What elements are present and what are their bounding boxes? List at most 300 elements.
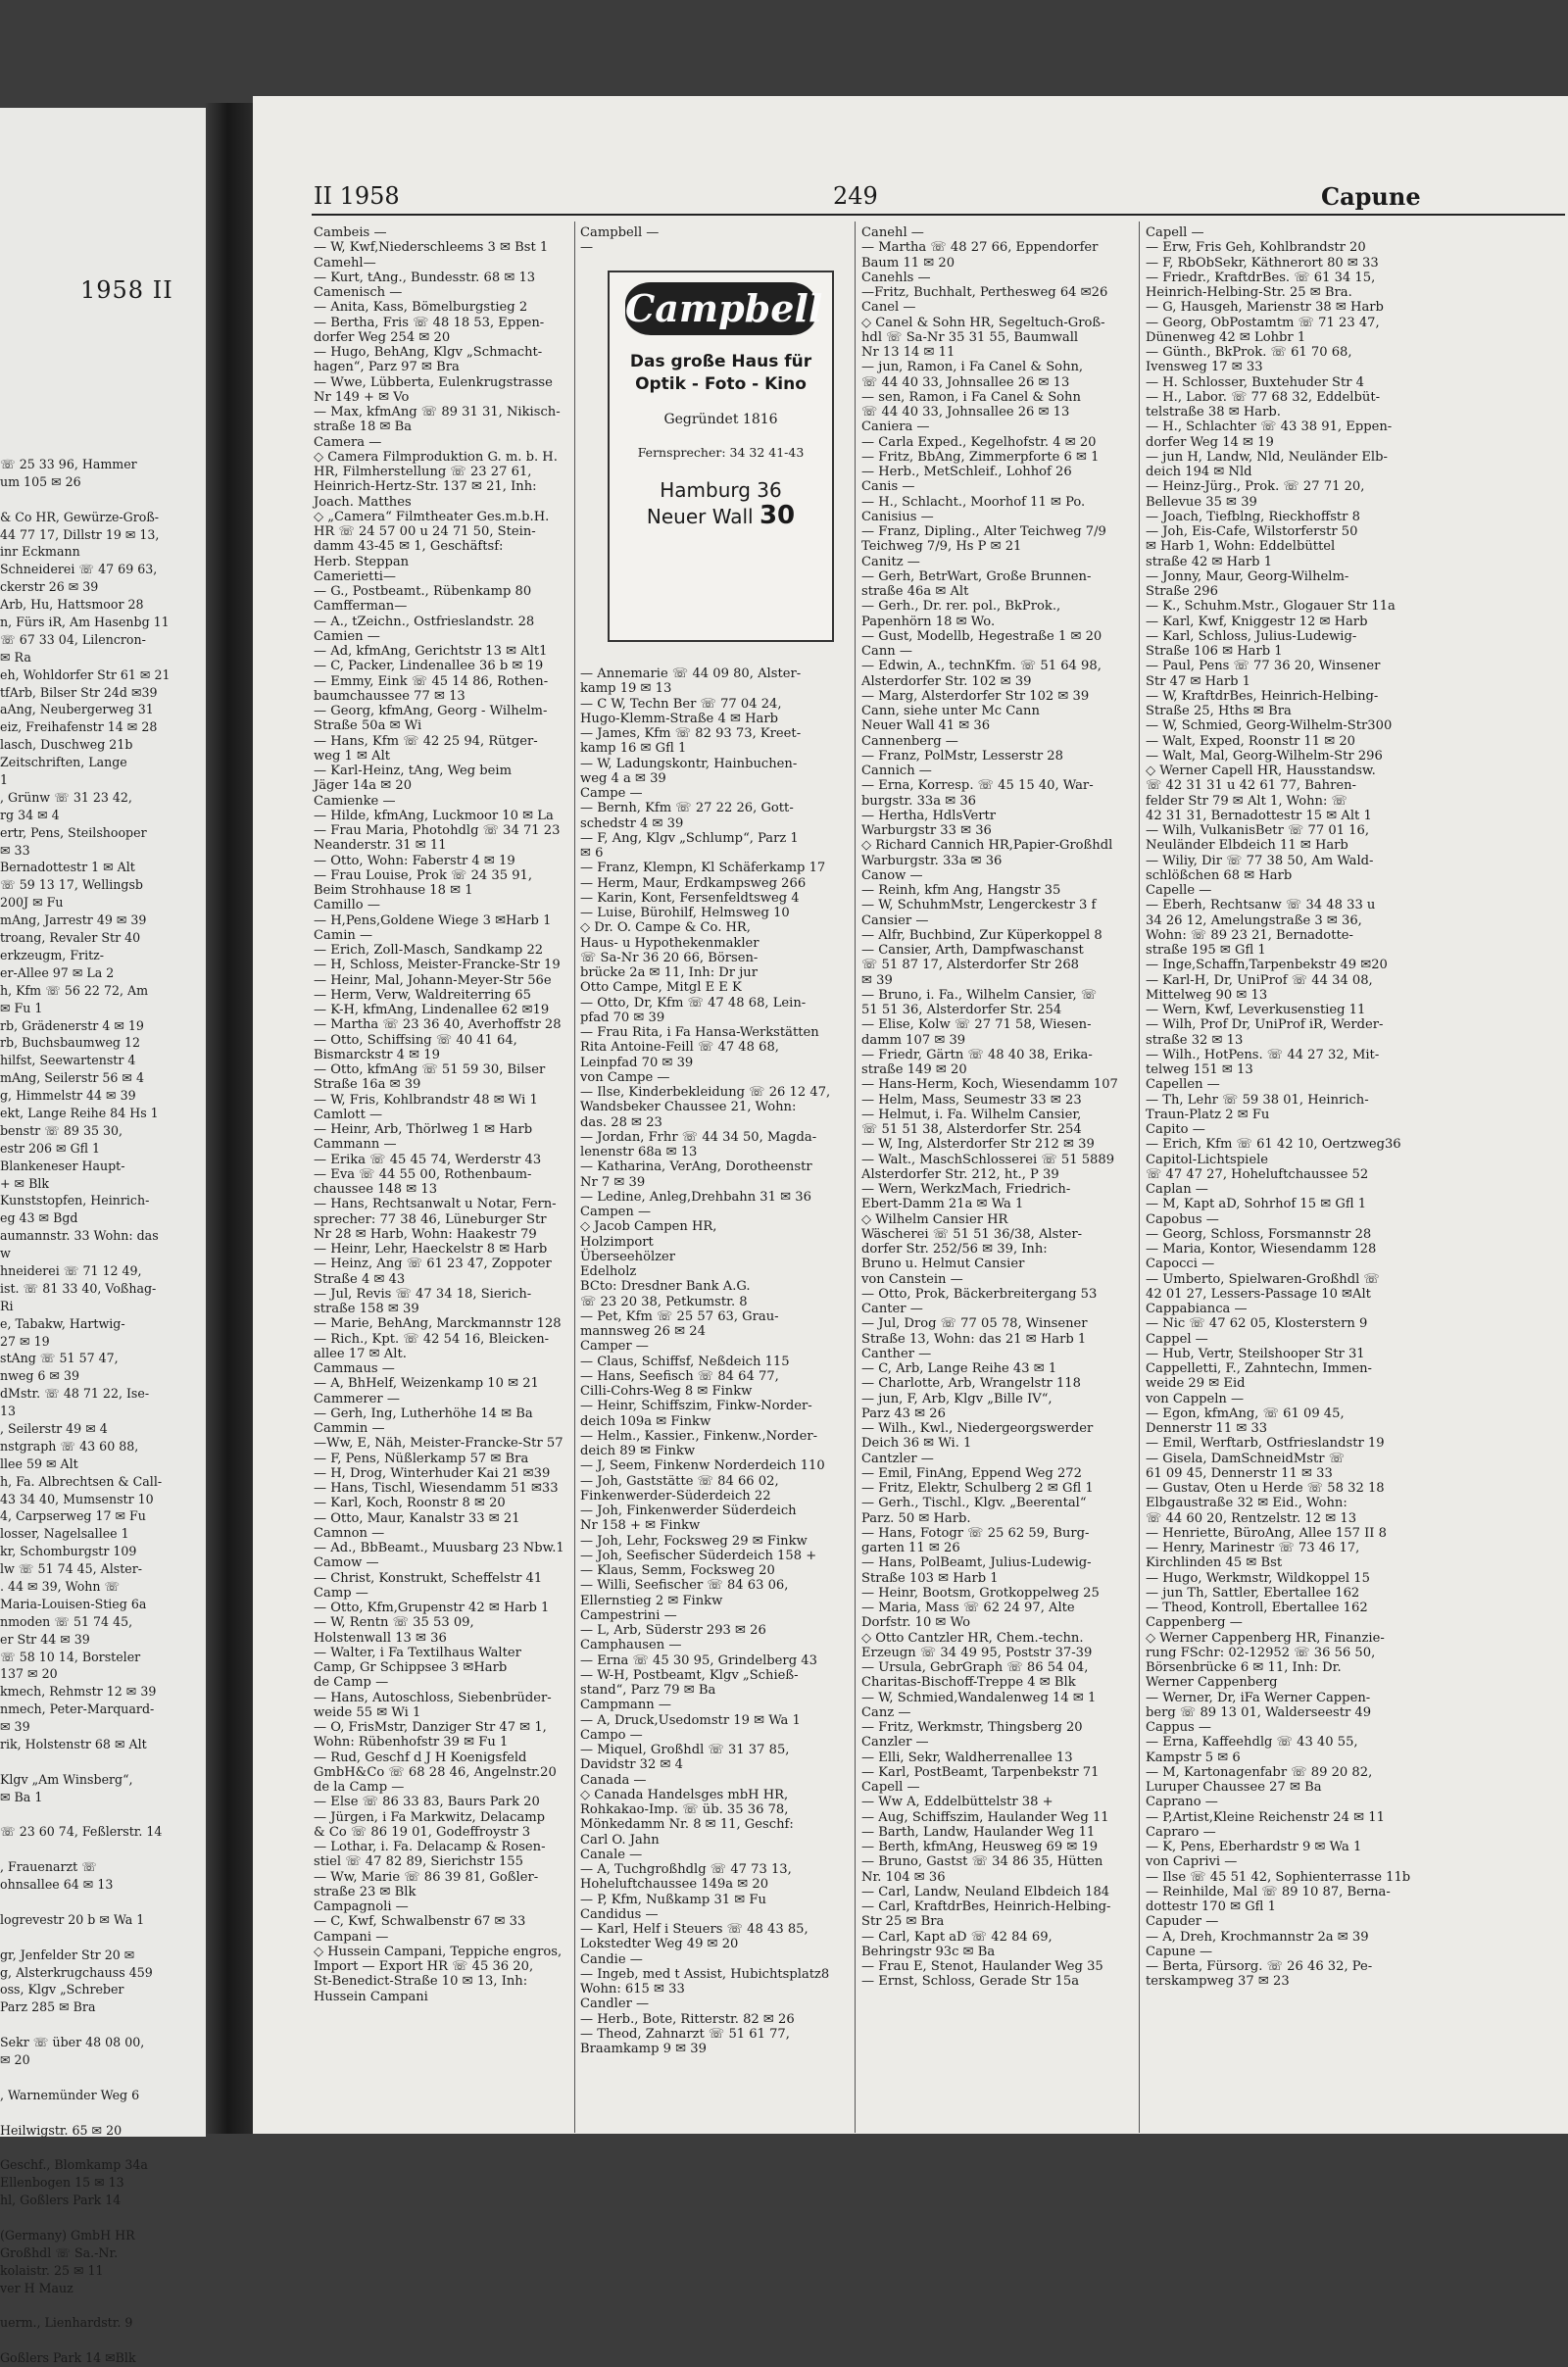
directory-line: — Bernh, Kfm ☏ 27 22 26, Gott- — [580, 801, 794, 816]
directory-line: allee 17 ✉ Alt. — [314, 1346, 407, 1361]
directory-line: — H, Drog, Winterhuder Kai 21 ✉39 — [314, 1465, 551, 1481]
directory-line: Cannenberg — — [861, 733, 958, 749]
directory-line: straße 46a ✉ Alt — [861, 584, 969, 599]
directory-line: Ebert-Damm 21a ✉ Wa 1 — [861, 1197, 1024, 1212]
directory-line: Alsterdorfer Str. 212, ht., P 39 — [861, 1166, 1059, 1182]
directory-line: erkzeugm, Fritz- — [0, 947, 105, 962]
directory-line: ☏ 44 60 20, Rentzelstr. 12 ✉ 13 — [1146, 1510, 1357, 1526]
directory-line: eh, Wohldorfer Str 61 ✉ 21 — [0, 666, 171, 682]
directory-line: — Karl, Koch, Roonstr 8 ✉ 20 — [314, 1496, 506, 1511]
directory-line: Schneiderei ☏ 47 69 63, — [0, 562, 158, 577]
directory-line: ☏ 42 31 31 u 42 61 77, Bahren- — [1146, 778, 1356, 794]
directory-line: Cammann — — [314, 1137, 397, 1153]
directory-line: — Walter, i Fa Textilhaus Walter — [314, 1645, 521, 1660]
directory-line: Zeitschriften, Lange — [0, 755, 127, 770]
directory-line: — J, Seem, Finkenw Norderdeich 110 — [580, 1458, 825, 1474]
directory-line: ◇ Otto Cantzler HR, Chem.-techn. — [861, 1630, 1084, 1646]
directory-line: — Georg, kfmAng, Georg - Wilhelm- — [314, 704, 548, 718]
directory-line: Cilli-Cohrs-Weg 8 ✉ Finkw — [580, 1384, 753, 1399]
directory-line: Ellernstieg 2 ✉ Finkw — [580, 1593, 723, 1608]
directory-line: Elbgaustraße 32 ✉ Eid., Wohn: — [1146, 1496, 1348, 1511]
directory-line: hneiderei ☏ 71 12 49, — [0, 1262, 142, 1278]
directory-line: — M, Kapt aD, Sohrhof 15 ✉ Gfl 1 — [1146, 1197, 1367, 1212]
directory-line: g, Himmelstr 44 ✉ 39 — [0, 1088, 136, 1104]
directory-line: — Jordan, Frhr ☏ 44 34 50, Magda- — [580, 1129, 817, 1145]
directory-line: — A, Dreh, Krochmannstr 2a ✉ 39 — [1146, 1929, 1369, 1945]
directory-line: Straße 25, Hths ✉ Bra — [1146, 704, 1292, 718]
directory-line: estr 206 ✉ Gfl 1 — [0, 1140, 101, 1156]
directory-line: losser, Nagelsallee 1 — [0, 1526, 129, 1542]
directory-line: — Hans, Autoschloss, Siebenbrüder- — [314, 1690, 552, 1705]
directory-line: Großhdl ☏ Sa.-Nr. — [0, 2244, 119, 2260]
directory-line: — Ad, kfmAng, Gerichtstr 13 ✉ Alt1 — [314, 644, 548, 659]
directory-line: hdl ☏ Sa-Nr 35 31 55, Baumwall — [861, 329, 1079, 345]
directory-line: , Seilerstr 49 ✉ 4 — [0, 1420, 108, 1436]
directory-line: ☏ 44 40 33, Johnsallee 26 ✉ 13 — [861, 405, 1070, 419]
directory-line: dorfer Weg 14 ✉ 19 — [1146, 434, 1274, 450]
directory-line: ◇ Jacob Campen HR, — [580, 1219, 717, 1235]
directory-line: + ✉ Blk — [0, 1175, 50, 1191]
directory-line: — Wilh., Kwl., Niedergeorgswerder — [861, 1421, 1094, 1436]
directory-line: Lokstedter Weg 49 ✉ 20 — [580, 1937, 739, 1952]
directory-line: ◇ Dr. O. Campe & Co. HR, — [580, 920, 751, 936]
directory-line: ◇ Wilhelm Cansier HR — [861, 1211, 1008, 1227]
directory-line: Bernadottestr 1 ✉ Alt — [0, 860, 135, 875]
ad-phone: Fernsprecher: 34 32 41-43 — [637, 445, 805, 460]
directory-line: Nr 158 + ✉ Finkw — [580, 1518, 701, 1534]
directory-line: — Carl, Landw, Neuland Elbdeich 184 — [861, 1884, 1110, 1899]
directory-line: — C, Packer, Lindenallee 36 b ✉ 19 — [314, 659, 544, 674]
directory-line: — Ww A, Eddelbüttelstr 38 + — [861, 1795, 1054, 1810]
directory-line: — Emmy, Eink ☏ 45 14 86, Rothen- — [314, 673, 549, 689]
directory-line: — — [580, 240, 594, 256]
directory-line — [0, 1806, 206, 1824]
directory-line: — Karl, Kwf, Kniggestr 12 ✉ Harb — [1146, 614, 1368, 629]
directory-line: ☏ 51 87 17, Alsterdorfer Str 268 — [861, 958, 1079, 973]
directory-line — [0, 2140, 206, 2157]
directory-line: Caniera — — [861, 419, 930, 435]
directory-line: das. 28 ✉ 23 — [580, 1114, 662, 1130]
directory-line: kamp 16 ✉ Gfl 1 — [580, 741, 687, 757]
directory-line: & Co HR, Gewürze-Groß- — [0, 509, 160, 524]
directory-line: — W, KraftdrBes, Heinrich-Helbing- — [1146, 688, 1379, 704]
directory-line: Wäscherei ☏ 51 51 36/38, Alster- — [861, 1226, 1083, 1242]
directory-line: — Eberh, Rechtsanw ☏ 34 48 33 u — [1146, 898, 1376, 913]
directory-line: — Otto, kfmAng ☏ 51 59 30, Bilser — [314, 1062, 546, 1077]
directory-line: — Otto, Schiffsing ☏ 40 41 64, — [314, 1032, 517, 1048]
directory-line: ◇ Canel & Sohn HR, Segeltuch-Groß- — [861, 315, 1105, 330]
directory-line: — Hugo, BehAng, Klgv „Schmacht- — [314, 345, 543, 360]
directory-line: straße 195 ✉ Gfl 1 — [1146, 943, 1266, 958]
directory-line: — Karl-H, Dr, UniProf ☏ 44 34 08, — [1146, 972, 1373, 988]
directory-line: Nr 7 ✉ 39 — [580, 1174, 646, 1190]
directory-line: Campmann — — [580, 1698, 671, 1713]
directory-line: — Christ, Konstrukt, Scheffelstr 41 — [314, 1570, 543, 1586]
directory-line: — Pet, Kfm ☏ 25 57 63, Grau- — [580, 1308, 779, 1324]
directory-line: — Georg, Schloss, Forsmannstr 28 — [1146, 1226, 1372, 1242]
directory-line: — W, SchuhmMstr, Lengerckestr 3 f — [861, 898, 1097, 913]
directory-line: Camphausen — — [580, 1638, 682, 1653]
directory-line: dottestr 170 ✉ Gfl 1 — [1146, 1899, 1276, 1914]
directory-line: — Carl, Kapt aD ☏ 42 84 69, — [861, 1929, 1053, 1945]
directory-line: — Karl, Helf i Steuers ☏ 48 43 85, — [580, 1922, 808, 1937]
directory-line: aumannstr. 33 Wohn: das — [0, 1228, 159, 1244]
directory-line: ◇ Camera Filmproduktion G. m. b. H. — [314, 449, 558, 465]
directory-line: inr Eckmann — [0, 544, 80, 560]
directory-line: Cammaus — — [314, 1361, 395, 1376]
directory-line: Behringstr 93c ✉ Ba — [861, 1944, 996, 1959]
directory-line: — Marg, Alsterdorfer Str 102 ✉ 39 — [861, 688, 1090, 704]
directory-line: Hoheluftchaussee 149a ✉ 20 — [580, 1877, 769, 1893]
directory-line: 34 26 12, Amelungstraße 3 ✉ 36, — [1146, 912, 1362, 928]
directory-line: — jun H, Landw, Nld, Neuländer Elb- — [1146, 449, 1388, 465]
directory-line: — Karin, Kont, Fersenfeldtsweg 4 — [580, 890, 800, 906]
directory-line: Überseehölzer — [580, 1249, 676, 1264]
page-header-left: II 1958 — [314, 182, 400, 210]
directory-line: Candie — — [580, 1951, 643, 1967]
directory-line: rb, Grädenerstr 4 ✉ 19 — [0, 1017, 144, 1033]
directory-line: terskampweg 37 ✉ 23 — [1146, 1974, 1290, 1990]
directory-line: von Cappeln — — [1146, 1391, 1245, 1406]
directory-line: — H. Schlosser, Buxtehuder Str 4 — [1146, 374, 1364, 390]
directory-line: von Caprivi — — [1146, 1854, 1238, 1870]
directory-line: HR ☏ 24 57 00 u 24 71 50, Stein- — [314, 524, 536, 539]
directory-line: burgstr. 33a ✉ 36 — [861, 793, 977, 809]
directory-line: von Canstein — — [861, 1271, 963, 1287]
directory-line: — H, Schloss, Meister-Francke-Str 19 — [314, 958, 561, 973]
directory-line: — Hilde, kfmAng, Luckmoor 10 ✉ La — [314, 808, 554, 823]
directory-line: — Friedr., KraftdrBes. ☏ 61 34 15, — [1146, 270, 1376, 285]
directory-line: HR, Filmherstellung ☏ 23 27 61, — [314, 465, 532, 479]
directory-line: — Jonny, Maur, Georg-Wilhelm- — [1146, 568, 1349, 584]
ad-city: Hamburg 36 — [660, 478, 782, 502]
campbell-advertisement — [608, 271, 834, 642]
directory-line: ◇ Werner Capell HR, Hausstandsw. — [1146, 764, 1376, 778]
directory-line: straße 32 ✉ 13 — [1146, 1032, 1244, 1048]
directory-line: — Rud, Geschf d J H Koenigsfeld — [314, 1750, 527, 1765]
directory-line: Camera — — [314, 434, 382, 450]
directory-line: — Ledine, Anleg,Drehbahn 31 ✉ 36 — [580, 1189, 811, 1205]
directory-line: — Erich, Zoll-Masch, Sandkamp 22 — [314, 943, 544, 958]
directory-line: ✉ 20 — [0, 2052, 30, 2068]
directory-line: ✉ Ra — [0, 649, 31, 665]
directory-line: Canz — — [861, 1704, 911, 1720]
directory-line: — Gerh., Dr. rer. pol., BkProk., — [861, 599, 1061, 615]
directory-line: h, Fa. Albrechtsen & Call- — [0, 1473, 163, 1489]
directory-line: ☏ 23 20 38, Petkumstr. 8 — [580, 1294, 748, 1309]
directory-line: 200J ✉ Fu — [0, 895, 64, 911]
page-header-right: Capune — [1321, 182, 1421, 211]
directory-line: — Luise, Bürohilf, Helmsweg 10 — [580, 906, 790, 920]
directory-line: Braamkamp 9 ✉ 39 — [580, 2042, 707, 2056]
directory-line: — Franz, Dipling., Alter Teichweg 7/9 — [861, 524, 1106, 539]
directory-line: Cannich — — [861, 764, 932, 778]
directory-line: — P,Artist,Kleine Reichenstr 24 ✉ 11 — [1146, 1809, 1385, 1825]
directory-line: — C, Kwf, Schwalbenstr 67 ✉ 33 — [314, 1914, 526, 1930]
directory-line: Otto Campe, Mitgl E E K — [580, 980, 742, 996]
directory-line: ckerstr 26 ✉ 39 — [0, 579, 99, 595]
directory-line: — Bruno, i. Fa., Wilhelm Cansier, ☏ — [861, 987, 1098, 1003]
directory-line: — Franz, PolMstr, Lesserstr 28 — [861, 748, 1063, 764]
directory-line: mAng, Seilerstr 56 ✉ 4 — [0, 1070, 144, 1086]
directory-line: — Hertha, HdlsVertr — [861, 808, 996, 823]
directory-line: — Fritz, Elektr, Schulberg 2 ✉ Gfl 1 — [861, 1481, 1094, 1496]
directory-line: Cammin — — [314, 1421, 385, 1436]
directory-line: nmech, Peter-Marquard- — [0, 1701, 155, 1717]
directory-line: — Carla Exped., Kegelhofstr. 4 ✉ 20 — [861, 434, 1097, 450]
directory-line: — Henriette, BüroAng, Allee 157 II 8 — [1146, 1525, 1387, 1541]
directory-line: Bellevue 35 ✉ 39 — [1146, 494, 1257, 510]
directory-line: — Heinr, Arb, Thörlweg 1 ✉ Harb — [314, 1122, 533, 1137]
directory-line: Cappabianca — — [1146, 1302, 1248, 1316]
directory-line: kmech, Rehmstr 12 ✉ 39 — [0, 1684, 157, 1700]
directory-line: — Maria, Mass ☏ 62 24 97, Alte — [861, 1601, 1075, 1615]
directory-line: ◇ „Camera“ Filmtheater Ges.m.b.H. — [314, 509, 550, 524]
directory-line: Campestrini — — [580, 1607, 677, 1623]
directory-line: — sen, Ramon, i Fa Canel & Sohn — [861, 389, 1081, 405]
ad-slogan-line-1: Das große Haus für — [629, 352, 812, 371]
directory-line: Cambeis — — [314, 225, 387, 240]
directory-line: Canis — — [861, 479, 915, 495]
directory-line: Bruno u. Helmut Cansier — [861, 1257, 1025, 1272]
directory-line: Leinpfad 70 ✉ 39 — [580, 1055, 694, 1070]
directory-line: — Claus, Schiffsf, Neßdeich 115 — [580, 1354, 790, 1369]
directory-line: —Fritz, Buchhalt, Perthesweg 64 ✉26 — [861, 285, 1108, 300]
directory-line: ☏ 59 13 17, Wellingsb — [0, 877, 143, 893]
directory-line: — Elli, Sekr, Waldherrenallee 13 — [861, 1750, 1073, 1765]
directory-line: Campagnoli — — [314, 1899, 409, 1914]
directory-line: ekt, Lange Reihe 84 Hs 1 — [0, 1105, 159, 1120]
directory-line: ohnsallee 64 ✉ 13 — [0, 1877, 114, 1893]
directory-line: — M, Kartonagenfabr ☏ 89 20 82, — [1146, 1764, 1373, 1780]
directory-line: lenenstr 68a ✉ 13 — [580, 1145, 698, 1159]
directory-line: — C, Arb, Lange Reihe 43 ✉ 1 — [861, 1361, 1057, 1376]
directory-line: — Ursula, GebrGraph ☏ 86 54 04, — [861, 1660, 1089, 1675]
directory-line: — W, Schmied, Georg-Wilhelm-Str300 — [1146, 718, 1393, 734]
directory-line: ✉ 39 — [0, 1719, 30, 1735]
directory-line: — Karl, Schloss, Julius-Ludewig- — [1146, 628, 1357, 644]
directory-line: g, Alsterkrugchauss 459 — [0, 1964, 153, 1980]
directory-line: llee 59 ✉ Alt — [0, 1455, 78, 1471]
directory-line: telweg 151 ✉ 13 — [1146, 1062, 1253, 1077]
directory-line: — Wiliy, Dir ☏ 77 38 50, Am Wald- — [1146, 853, 1374, 868]
directory-line: hagen“, Parz 97 ✉ Bra — [314, 360, 460, 375]
directory-line: Camnon — — [314, 1525, 385, 1541]
directory-line: ✉ 6 — [580, 846, 604, 861]
directory-line: — Umberto, Spielwaren-Großhdl ☏ — [1146, 1271, 1380, 1287]
directory-line: de Camp — — [314, 1675, 389, 1691]
directory-line: — Helm, Mass, Seumestr 33 ✉ 23 — [861, 1092, 1082, 1108]
directory-line: Campani — — [314, 1929, 389, 1945]
directory-line: — Edwin, A., technKfm. ☏ 51 64 98, — [861, 659, 1102, 674]
directory-line: — Heinr, Lehr, Haeckelstr 8 ✉ Harb — [314, 1242, 548, 1257]
directory-line: ✉ 39 — [861, 972, 893, 988]
directory-line: — Henry, Marinestr ☏ 73 46 17, — [1146, 1541, 1360, 1555]
directory-line: — Jul, Drog ☏ 77 05 78, Winsener — [861, 1316, 1088, 1332]
directory-line: ☏ 67 33 04, Lilencron- — [0, 631, 146, 647]
directory-line: — Joh, Gaststätte ☏ 84 66 02, — [580, 1473, 779, 1489]
directory-line: ☏ 47 47 27, Hoheluftchaussee 52 — [1146, 1166, 1369, 1182]
directory-line: straße 149 ✉ 20 — [861, 1062, 967, 1077]
directory-line: — G., Postbeamt., Rübenkamp 80 — [314, 584, 532, 599]
directory-line: Import — Export HR ☏ 45 36 20, — [314, 1959, 534, 1974]
directory-line: — Maria, Kontor, Wiesendamm 128 — [1146, 1242, 1377, 1257]
directory-line: — Walt., MaschSchlosserei ☏ 51 5889 — [861, 1152, 1115, 1167]
directory-line: 44 77 17, Dillstr 19 ✉ 13, — [0, 526, 160, 542]
directory-line: Caplan — — [1146, 1182, 1208, 1197]
directory-line: Maria-Louisen-Stieg 6a — [0, 1596, 147, 1611]
directory-line: — Inge,Schaffn,Tarpenbekstr 49 ✉20 — [1146, 958, 1388, 973]
directory-line: 4, Carpserweg 17 ✉ Fu — [0, 1508, 146, 1524]
directory-line: ertr, Pens, Steilshooper — [0, 824, 147, 840]
directory-line: — Erna ☏ 45 30 95, Grindelberg 43 — [580, 1652, 817, 1668]
directory-line: Hugo-Klemm-Straße 4 ✉ Harb — [580, 711, 778, 726]
ad-street-line — [610, 503, 832, 529]
directory-line: Camien — — [314, 628, 380, 644]
directory-line: Canale — — [580, 1847, 643, 1862]
directory-line: — Helm., Kassier., Finkenw.,Norder- — [580, 1428, 817, 1444]
directory-line: 42 31 31, Bernadottestr 15 ✉ Alt 1 — [1146, 808, 1372, 823]
directory-line: Camlott — — [314, 1107, 383, 1122]
directory-line: Camper — — [580, 1339, 649, 1355]
directory-line: hilfst, Seewartenstr 4 — [0, 1053, 136, 1068]
directory-line — [0, 2332, 206, 2349]
directory-line: Alsterdorfer Str. 102 ✉ 39 — [861, 673, 1032, 689]
directory-line: — Walt, Mal, Georg-Wilhelm-Str 296 — [1146, 748, 1383, 764]
directory-line: oss, Klgv „Schreber — [0, 1982, 124, 1997]
directory-line: Campen — — [580, 1205, 652, 1219]
directory-line: — Gustav, Oten u Herde ☏ 58 32 18 — [1146, 1481, 1385, 1496]
directory-line: — Th, Lehr ☏ 59 38 01, Heinrich- — [1146, 1092, 1369, 1108]
directory-line: Capelle — — [1146, 883, 1212, 898]
directory-line: Papenhörn 18 ✉ Wo. — [861, 614, 996, 629]
directory-line: Cann, siehe unter Mc Cann — [861, 704, 1040, 718]
directory-line: — James, Kfm ☏ 82 93 73, Kreet- — [580, 726, 802, 741]
directory-line: — Otto, Wohn: Faberstr 4 ✉ 19 — [314, 853, 515, 868]
directory-line: logrevestr 20 b ✉ Wa 1 — [0, 1911, 145, 1927]
directory-line: — Erna, Korresp. ☏ 45 15 40, War- — [861, 778, 1094, 794]
directory-line: Geschf., Blomkamp 34a — [0, 2157, 148, 2173]
directory-line: — Hans-Herm, Koch, Wiesendamm 107 — [861, 1077, 1118, 1093]
directory-line: 137 ✉ 20 — [0, 1666, 58, 1682]
directory-line: — Ilse ☏ 45 51 42, Sophienterrasse 11b — [1146, 1869, 1411, 1885]
directory-line: Capitol-Lichtspiele — [1146, 1152, 1269, 1167]
directory-line: — Hub, Vertr, Steilshooper Str 31 — [1146, 1346, 1365, 1361]
directory-line: Warburgstr. 33a ✉ 36 — [861, 853, 1003, 868]
directory-line: nstgraph ☏ 43 60 88, — [0, 1438, 139, 1454]
directory-line: Camerietti— — [314, 568, 396, 584]
directory-line: — Gisela, DamSchneidMstr ☏ — [1146, 1451, 1346, 1466]
directory-line: chaussee 148 ✉ 13 — [314, 1182, 438, 1197]
ad-street: Neuer Wall — [646, 505, 754, 528]
directory-line: 61 09 45, Dennerstr 11 ✉ 33 — [1146, 1465, 1333, 1481]
directory-line: dorfer Weg 254 ✉ 20 — [314, 329, 451, 345]
column-divider — [574, 222, 575, 2133]
directory-line: Canehls — — [861, 270, 931, 285]
directory-line: gr, Jenfelder Str 20 ✉ — [0, 1947, 135, 1962]
directory-line: Canther — — [861, 1346, 932, 1361]
directory-line: — K, Pens, Eberhardstr 9 ✉ Wa 1 — [1146, 1840, 1362, 1854]
directory-line: rik, Holstenstr 68 ✉ Alt — [0, 1737, 147, 1752]
directory-line: Campo — — [580, 1727, 643, 1743]
directory-line: — Günth., BkProk. ☏ 61 70 68, — [1146, 345, 1352, 360]
directory-line: mannsweg 26 ✉ 24 — [580, 1324, 706, 1339]
directory-line: 13 — [0, 1404, 17, 1419]
directory-line: weide 55 ✉ Wi 1 — [314, 1704, 421, 1720]
directory-line: Wohn: 615 ✉ 33 — [580, 1982, 685, 1997]
directory-line: — Klaus, Semm, Focksweg 20 — [580, 1563, 775, 1578]
directory-line: ✉ Ba 1 — [0, 1789, 43, 1804]
directory-line: Neuländer Elbdeich 11 ✉ Harb — [1146, 838, 1348, 854]
directory-line: e, Tabakw, Hartwig- — [0, 1315, 125, 1331]
directory-line: —Ww, E, Näh, Meister-Francke-Str 57 — [314, 1436, 564, 1452]
directory-line: — Walt, Exped, Roonstr 11 ✉ 20 — [1146, 733, 1356, 749]
directory-line: Capellen — — [1146, 1077, 1220, 1093]
directory-line: — H., Schlachter ☏ 43 38 91, Eppen- — [1146, 419, 1393, 435]
directory-line: Rita Antoine-Feill ☏ 47 48 68, — [580, 1040, 779, 1056]
directory-line: Cammerer — — [314, 1391, 400, 1406]
directory-line: Candler — — [580, 1997, 650, 2012]
directory-line: — Bertha, Fris ☏ 48 18 53, Eppen- — [314, 315, 545, 330]
directory-line: — Joh, Finkenwerder Süderdeich — [580, 1504, 797, 1518]
directory-line: — Herb., Bote, Ritterstr. 82 ✉ 26 — [580, 2011, 795, 2027]
directory-line: — Willi, Seefischer ☏ 84 63 06, — [580, 1578, 789, 1594]
directory-line: — Anita, Kass, Bömelburgstieg 2 — [314, 300, 528, 316]
directory-line: Teichweg 7/9, Hs P ✉ 21 — [861, 539, 1022, 555]
directory-line: Klgv „Am Winsberg“, — [0, 1771, 133, 1787]
directory-line: — Herm, Verw, Waldreiterring 65 — [314, 987, 531, 1003]
directory-line: 42 01 27, Lessers-Passage 10 ✉Alt — [1146, 1286, 1371, 1302]
directory-line: Straße 50a ✉ Wi — [314, 718, 422, 734]
directory-line: — Jürgen, i Fa Markwitz, Delacamp — [314, 1809, 546, 1825]
directory-line: Camin — — [314, 927, 373, 943]
directory-line: Camfferman— — [314, 599, 408, 615]
directory-line — [0, 2209, 206, 2227]
directory-line: Caprano — — [1146, 1795, 1218, 1810]
directory-line: — Wern, WerkzMach, Friedrich- — [861, 1182, 1071, 1197]
directory-line: — H., Schlacht., Moorhof 11 ✉ Po. — [861, 494, 1086, 510]
header-rule — [312, 214, 1565, 216]
directory-line: Candidus — — [580, 1906, 659, 1922]
directory-line: Canter — — [861, 1302, 923, 1316]
directory-line: — Friedr, Gärtn ☏ 48 40 38, Erika- — [861, 1047, 1093, 1062]
directory-line: kolaistr. 25 ✉ 11 — [0, 2262, 104, 2278]
directory-line: ☏ 44 40 33, Johnsallee 26 ✉ 13 — [861, 374, 1070, 390]
directory-line: ☏ 58 10 14, Borsteler — [0, 1649, 141, 1664]
directory-line: troang, Revaler Str 40 — [0, 930, 141, 946]
directory-line: — A, Tuchgroßhdlg ☏ 47 73 13, — [580, 1862, 792, 1877]
directory-line: — Gust, Modellb, Hegestraße 1 ✉ 20 — [861, 628, 1102, 644]
directory-line: — F, Ang, Klgv „Schlump“, Parz 1 — [580, 830, 799, 846]
directory-line: Mönkedamm Nr. 8 ✉ 11, Geschf: — [580, 1817, 794, 1833]
directory-line: Luruper Chaussee 27 ✉ Ba — [1146, 1780, 1322, 1795]
directory-line: — Erich, Kfm ☏ 61 42 10, Oertzweg36 — [1146, 1137, 1401, 1153]
directory-line: — Ingeb, med t Assist, Hubichtsplatz8 — [580, 1966, 830, 1982]
directory-line: Mittelweg 90 ✉ 13 — [1146, 987, 1268, 1003]
directory-line: er Str 44 ✉ 39 — [0, 1631, 90, 1647]
directory-line: Cappus — — [1146, 1720, 1211, 1735]
directory-line: telstraße 38 ✉ Harb. — [1146, 405, 1281, 419]
directory-line: — Hans, Rechtsanwalt u Notar, Fern- — [314, 1197, 557, 1212]
directory-line: — Emil, Werftarb, Ostfrieslandstr 19 — [1146, 1436, 1385, 1452]
directory-line: Campbell — — [580, 225, 660, 240]
directory-line: Heinrich-Helbing-Str. 25 ✉ Bra. — [1146, 285, 1352, 300]
directory-line: hl, Goßlers Park 14 — [0, 2193, 122, 2208]
directory-line: damm 43-45 ✉ 1, Geschäftsf: — [314, 539, 504, 555]
directory-line: — W, Rentn ☏ 35 53 09, — [314, 1615, 474, 1631]
directory-line: Camenisch — — [314, 285, 403, 300]
directory-line: — Herb., MetSchleif., Lohhof 26 — [861, 465, 1072, 479]
